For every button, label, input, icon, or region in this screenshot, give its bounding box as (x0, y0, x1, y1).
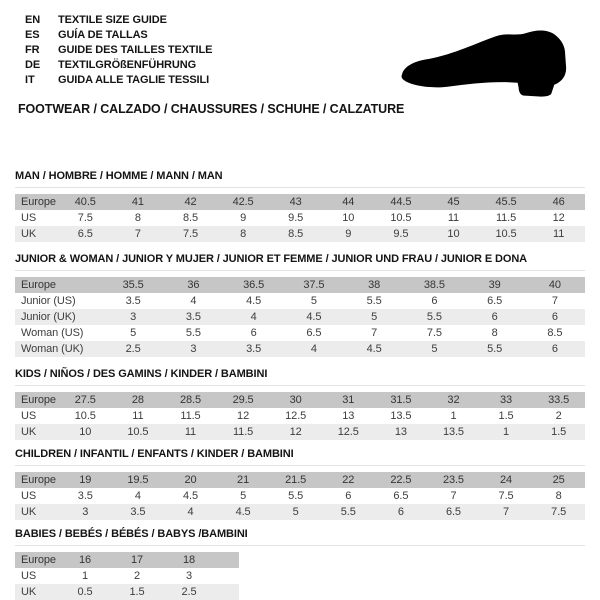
size-cell: 4.5 (235, 506, 251, 518)
size-cell: 1 (503, 426, 510, 438)
size-cell: 8.5 (547, 327, 563, 339)
size-cell: 3 (82, 506, 89, 518)
size-cell: 1 (81, 570, 89, 582)
size-section (15, 253, 585, 357)
size-cell: 9 (240, 212, 247, 224)
size-cell: 45 (447, 196, 460, 208)
size-cell: 10.5 (390, 212, 412, 224)
row-label: UK (21, 426, 37, 438)
size-cell: 1.5 (551, 426, 567, 438)
size-cell: 2.5 (181, 586, 197, 598)
section-title: BABIES / BEBÉS / BÉBÉS / BABYS /BAMBINI (15, 528, 585, 546)
size-table (15, 277, 585, 357)
size-cell: 31 (342, 394, 355, 406)
size-cell: 8 (240, 228, 247, 240)
size-cell: 43 (289, 196, 302, 208)
size-cell: 3.5 (125, 295, 141, 307)
size-cell: 42.5 (232, 196, 254, 208)
size-row (15, 325, 585, 341)
size-cell: 12 (552, 212, 565, 224)
size-cell: 5.5 (340, 506, 356, 518)
size-table (15, 194, 585, 242)
size-cell: 44 (342, 196, 355, 208)
size-cell: 10 (342, 212, 355, 224)
size-cell: 33 (500, 394, 513, 406)
size-cell: 20 (184, 474, 197, 486)
language-guide-title: GUIDA ALLE TAGLIE TESSILI (58, 74, 210, 86)
size-cell: 44.5 (390, 196, 412, 208)
size-cell: 23.5 (442, 474, 464, 486)
size-cell: 9.5 (393, 228, 409, 240)
size-cell: 36 (187, 279, 200, 291)
size-cell: 7.5 (182, 228, 198, 240)
size-cell: 8 (491, 327, 498, 339)
size-cell: 5.5 (185, 327, 201, 339)
size-tables (15, 170, 585, 600)
size-cell: 11 (447, 212, 460, 224)
size-cell: 28 (131, 394, 144, 406)
section-title: KIDS / NIÑOS / DES GAMINS / KINDER / BAMBINI (15, 368, 585, 386)
size-cell: 32 (447, 394, 460, 406)
size-cell: 40.5 (74, 196, 96, 208)
size-table (15, 552, 239, 600)
size-row (15, 408, 585, 424)
row-label: Woman (UK) (21, 343, 84, 355)
size-cell: 11 (184, 426, 197, 438)
size-cell: 38 (368, 279, 381, 291)
size-cell: 6 (551, 311, 558, 323)
size-cell: 6.5 (77, 228, 93, 240)
size-cell: 10.5 (74, 410, 96, 422)
size-cell: 11 (553, 228, 565, 240)
size-cell: 7.5 (498, 490, 514, 502)
size-cell: 2 (133, 570, 141, 582)
size-cell: 28.5 (179, 394, 201, 406)
size-cell: 10.5 (127, 426, 149, 438)
size-cell: 5 (371, 311, 378, 323)
size-cell: 3.5 (246, 343, 262, 355)
size-cell: 37.5 (303, 279, 325, 291)
language-code: ES (25, 29, 40, 41)
size-cell: 8.5 (182, 212, 198, 224)
size-cell: 4.5 (366, 343, 382, 355)
size-cell: 45.5 (495, 196, 517, 208)
size-cell: 13.5 (390, 410, 412, 422)
row-label: Woman (US) (21, 327, 84, 339)
size-cell: 6.5 (445, 506, 461, 518)
size-cell: 7.5 (426, 327, 442, 339)
row-label: US (21, 410, 37, 422)
size-cell: 5 (130, 327, 137, 339)
size-cell: 3.5 (77, 490, 93, 502)
language-guide-title: TEXTILE SIZE GUIDE (58, 14, 167, 26)
size-cell: 13 (342, 410, 355, 422)
size-cell: 13.5 (442, 426, 464, 438)
size-table (15, 392, 585, 440)
size-cell: 12 (289, 426, 302, 438)
row-label: US (21, 490, 37, 502)
category-heading: FOOTWEAR / CALZADO / CHAUSSURES / SCHUHE / CALZATURE (18, 102, 405, 116)
size-cell: 4 (250, 311, 257, 323)
size-cell: 27.5 (74, 394, 96, 406)
size-cell: 5 (310, 295, 317, 307)
size-section (15, 448, 585, 520)
size-row (15, 293, 585, 309)
size-cell: 5.5 (487, 343, 503, 355)
size-cell: 33.5 (548, 394, 570, 406)
row-label: Junior (UK) (21, 311, 76, 323)
size-cell: 22 (342, 474, 355, 486)
dress-shoe-icon (392, 24, 580, 99)
spacer-cell (215, 552, 239, 568)
size-cell: 12.5 (285, 410, 307, 422)
size-table (15, 472, 585, 520)
size-row (15, 488, 585, 504)
size-cell: 13 (394, 426, 407, 438)
size-cell: 5 (292, 506, 299, 518)
size-cell: 2.5 (125, 343, 141, 355)
size-cell: 41 (131, 196, 144, 208)
spacer-cell (215, 568, 239, 584)
size-header-row (15, 552, 239, 568)
size-section (15, 528, 585, 600)
size-cell: 3 (185, 570, 193, 582)
size-cell: 42 (184, 196, 197, 208)
size-header-row (15, 277, 585, 293)
row-label: Europe (21, 554, 56, 566)
size-row (15, 568, 239, 584)
size-cell: 5 (240, 490, 247, 502)
size-cell: 0.5 (77, 586, 93, 598)
size-cell: 21.5 (285, 474, 307, 486)
size-cell: 3 (190, 343, 197, 355)
size-cell: 4 (134, 490, 141, 502)
size-cell: 7 (371, 327, 378, 339)
size-cell: 3 (130, 311, 137, 323)
size-cell: 7 (503, 506, 510, 518)
size-cell: 8 (134, 212, 141, 224)
size-cell: 7.5 (77, 212, 93, 224)
size-section (15, 170, 585, 242)
spacer-cell (215, 584, 239, 600)
size-cell: 2 (555, 410, 562, 422)
row-label: Europe (21, 394, 56, 406)
size-cell: 24 (500, 474, 513, 486)
size-cell: 7 (134, 228, 141, 240)
section-title: CHILDREN / INFANTIL / ENFANTS / KINDER / BAMBINI (15, 448, 585, 466)
size-cell: 4.5 (246, 295, 262, 307)
size-cell: 7.5 (551, 506, 567, 518)
size-cell: 30 (289, 394, 302, 406)
size-cell: 4 (187, 506, 194, 518)
size-cell: 31.5 (390, 394, 412, 406)
size-cell: 19.5 (127, 474, 149, 486)
size-cell: 5.5 (366, 295, 382, 307)
size-cell: 9.5 (288, 212, 304, 224)
size-cell: 6 (491, 311, 498, 323)
size-row (15, 584, 239, 600)
size-cell: 6 (250, 327, 257, 339)
language-guide-title: TEXTILGRÖßENFÜHRUNG (58, 59, 197, 71)
size-cell: 1.5 (498, 410, 514, 422)
size-cell: 6 (431, 295, 438, 307)
language-code: EN (25, 14, 41, 26)
size-row (15, 309, 585, 325)
size-cell: 11.5 (232, 426, 254, 438)
size-cell: 46 (552, 196, 565, 208)
size-cell: 36.5 (243, 279, 265, 291)
size-row (15, 424, 585, 440)
row-label: US (21, 212, 37, 224)
size-cell: 25 (552, 474, 565, 486)
size-cell: 10 (447, 228, 460, 240)
section-title: MAN / HOMBRE / HOMME / MANN / MAN (15, 170, 585, 188)
row-label: Europe (21, 474, 56, 486)
size-cell: 40 (548, 279, 561, 291)
size-row (15, 210, 585, 226)
size-cell: 5.5 (288, 490, 304, 502)
size-cell: 9 (345, 228, 352, 240)
size-cell: 4 (190, 295, 197, 307)
row-label: Europe (21, 279, 56, 291)
size-cell: 17 (130, 554, 144, 566)
size-cell: 11 (132, 410, 144, 422)
size-row (15, 341, 585, 357)
size-cell: 10 (79, 426, 92, 438)
size-cell: 35.5 (122, 279, 144, 291)
size-header-row (15, 392, 585, 408)
size-cell: 29.5 (232, 394, 254, 406)
row-label: US (21, 570, 37, 582)
size-cell: 10.5 (495, 228, 517, 240)
size-cell: 12 (237, 410, 250, 422)
language-code: FR (25, 44, 40, 56)
language-code: IT (25, 74, 35, 86)
size-cell: 11.5 (180, 410, 201, 422)
size-header-row (15, 472, 585, 488)
language-guide-title: GUIDE DES TAILLES TEXTILE (58, 44, 213, 56)
size-cell: 7 (450, 490, 457, 502)
size-header-row (15, 194, 585, 210)
size-cell: 5 (431, 343, 438, 355)
size-cell: 6 (551, 343, 558, 355)
size-row (15, 226, 585, 242)
size-cell: 39 (488, 279, 501, 291)
size-cell: 4.5 (182, 490, 198, 502)
size-cell: 4 (310, 343, 317, 355)
row-label: UK (21, 228, 37, 240)
size-cell: 22.5 (390, 474, 412, 486)
row-label: UK (21, 506, 37, 518)
size-cell: 8 (555, 490, 562, 502)
size-cell: 19 (79, 474, 92, 486)
size-cell: 7 (551, 295, 558, 307)
size-row (15, 504, 585, 520)
size-cell: 1.5 (129, 586, 145, 598)
size-cell: 6 (345, 490, 352, 502)
size-cell: 38.5 (423, 279, 445, 291)
size-cell: 4.5 (306, 311, 322, 323)
size-cell: 12.5 (337, 426, 359, 438)
section-title: JUNIOR & WOMAN / JUNIOR Y MUJER / JUNIOR ET FEMME / JUNIOR UND FRAU / JUNIOR E DONA (15, 253, 585, 271)
size-cell: 6.5 (306, 327, 322, 339)
row-label: UK (21, 586, 37, 598)
size-cell: 18 (182, 554, 196, 566)
row-label: Europe (21, 196, 56, 208)
size-cell: 3.5 (130, 506, 146, 518)
size-section (15, 368, 585, 440)
size-cell: 3.5 (185, 311, 201, 323)
size-cell: 11.5 (495, 212, 517, 224)
language-guide-title: GUÍA DE TALLAS (58, 29, 148, 41)
size-cell: 21 (237, 474, 250, 486)
size-cell: 6 (397, 506, 404, 518)
size-cell: 5.5 (426, 311, 442, 323)
language-code: DE (25, 59, 41, 71)
size-cell: 8.5 (288, 228, 304, 240)
row-label: Junior (US) (21, 295, 76, 307)
size-cell: 6.5 (487, 295, 503, 307)
size-cell: 1 (450, 410, 457, 422)
size-cell: 16 (78, 554, 92, 566)
size-cell: 6.5 (393, 490, 409, 502)
